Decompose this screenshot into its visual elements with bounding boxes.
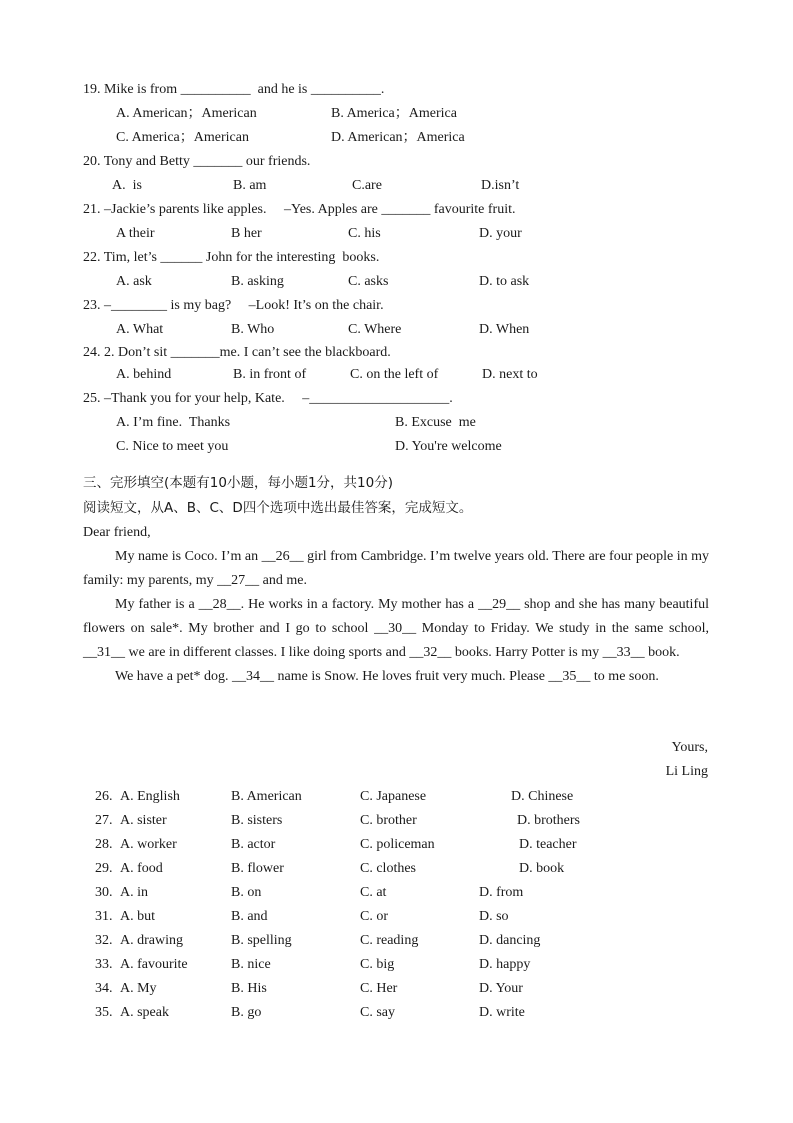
option-a: A. behind xyxy=(116,367,172,382)
option-c: C. Nice to meet you xyxy=(116,439,229,454)
option-c: C. at xyxy=(360,885,387,900)
question-number: 30. xyxy=(95,885,113,900)
option-c: C. or xyxy=(360,909,388,924)
question-number: 34. xyxy=(95,981,113,996)
option-b: B. His xyxy=(231,981,267,996)
option-c: C. say xyxy=(360,1005,395,1020)
option-d: D. to ask xyxy=(479,274,530,289)
option-d: D. brothers xyxy=(517,813,580,828)
option-d: D. dancing xyxy=(479,933,541,948)
question-stem: 22. Tim, let’s ______ John for the interesting books. xyxy=(83,250,380,265)
option-a: A. speak xyxy=(120,1005,169,1020)
option-d: D. American；America xyxy=(331,130,465,145)
option-d: D. When xyxy=(479,322,530,337)
option-a: A. worker xyxy=(120,837,177,852)
option-d: D. next to xyxy=(482,367,538,382)
option-a: A their xyxy=(116,226,155,241)
option-b: B. actor xyxy=(231,837,276,852)
option-b: B. nice xyxy=(231,957,271,972)
option-a: A. English xyxy=(120,789,180,804)
option-d: D. Chinese xyxy=(511,789,574,804)
option-d: D. book xyxy=(519,861,565,876)
question-number: 28. xyxy=(95,837,113,852)
question-number: 31. xyxy=(95,909,113,924)
option-c: C. clothes xyxy=(360,861,416,876)
option-a: A. sister xyxy=(120,813,167,828)
option-d: D. write xyxy=(479,1005,525,1020)
question-stem: 23. –________ is my bag? –Look! It’s on the chair. xyxy=(83,298,384,313)
question-number: 26. xyxy=(95,789,113,804)
question-stem: 19. Mike is from __________ and he is __________. xyxy=(83,82,385,97)
option-d: D. from xyxy=(479,885,524,900)
option-c: C. big xyxy=(360,957,395,972)
letter-paragraph: My father is a __28__. He works in a factory. My mother has a __29__ shop and she has many beautiful flowers on sale*. My brother and I go to school __30__ Monday to Friday. We study in the same school, __31__ we are in different classes. I like doing sports and __32__ books. Harry Potter is my __33__ book. xyxy=(83,597,709,660)
option-a: A. What xyxy=(116,322,164,337)
option-c: C. brother xyxy=(360,813,417,828)
option-d: D. teacher xyxy=(519,837,577,852)
option-a: A. My xyxy=(120,981,157,996)
option-c: C. Where xyxy=(348,322,402,337)
option-b: B. Who xyxy=(231,322,275,337)
option-c: C. Her xyxy=(360,981,398,996)
option-b: B. American xyxy=(231,789,302,804)
option-a: A. favourite xyxy=(120,957,188,972)
letter-paragraph: My name is Coco. I’m an __26__ girl from Cambridge. I’m twelve years old. There are four people in my family: my parents, my __27__ and me. xyxy=(83,549,709,588)
option-a: A. but xyxy=(120,909,155,924)
option-b: B. spelling xyxy=(231,933,292,948)
letter-body xyxy=(83,545,709,689)
option-b: B. asking xyxy=(231,274,284,289)
question-number: 29. xyxy=(95,861,113,876)
question-number: 35. xyxy=(95,1005,113,1020)
letter-closing: Yours, xyxy=(671,740,708,755)
option-d: D. Your xyxy=(479,981,523,996)
option-b: B. Excuse me xyxy=(395,415,476,430)
option-a: A. I’m fine. Thanks xyxy=(116,415,231,430)
section-instruction: 阅读短文，从A、B、C、D四个选项中选出最佳答案，完成短文。 xyxy=(83,500,473,516)
question-number: 32. xyxy=(95,933,113,948)
question-stem: 20. Tony and Betty _______ our friends. xyxy=(83,154,311,169)
option-b: B. and xyxy=(231,909,268,924)
question-stem: 21. –Jackie’s parents like apples. –Yes. Apples are _______ favourite fruit. xyxy=(83,202,516,217)
question-number: 33. xyxy=(95,957,113,972)
option-a: A. food xyxy=(120,861,163,876)
option-b: B. flower xyxy=(231,861,284,876)
option-c: C. Japanese xyxy=(360,789,427,804)
option-a: A. American；American xyxy=(116,106,257,121)
option-b: B. in front of xyxy=(233,367,307,382)
option-b: B. on xyxy=(231,885,262,900)
option-d: D. You're welcome xyxy=(395,439,502,454)
letter-signature: Li Ling xyxy=(665,764,708,779)
question-number: 27. xyxy=(95,813,113,828)
option-d: D. your xyxy=(479,226,522,241)
option-b: B. America；America xyxy=(331,106,457,121)
letter-greeting: Dear friend, xyxy=(83,525,151,540)
option-b: B. am xyxy=(233,178,267,193)
option-c: C.are xyxy=(352,178,382,193)
option-d: D. happy xyxy=(479,957,531,972)
option-c: C. reading xyxy=(360,933,419,948)
option-c: C. America；American xyxy=(116,130,249,145)
option-b: B her xyxy=(231,226,262,241)
option-a: A. is xyxy=(112,178,142,193)
option-d: D.isn’t xyxy=(481,178,520,193)
option-c: C. on the left of xyxy=(350,367,439,382)
question-stem: 25. –Thank you for your help, Kate. –____________________. xyxy=(83,391,453,406)
section-heading: 三、完形填空(本题有10小题，每小题1分，共10分) xyxy=(83,475,393,491)
option-a: A. drawing xyxy=(120,933,183,948)
option-c: C. asks xyxy=(348,274,389,289)
option-c: C. his xyxy=(348,226,381,241)
letter-paragraph: We have a pet* dog. __34__ name is Snow. He loves fruit very much. Please __35__ to me soon. xyxy=(115,669,659,684)
option-c: C. policeman xyxy=(360,837,435,852)
option-a: A. in xyxy=(120,885,148,900)
option-b: B. sisters xyxy=(231,813,283,828)
question-stem: 24. 2. Don’t sit _______me. I can’t see the blackboard. xyxy=(83,345,391,360)
option-b: B. go xyxy=(231,1005,262,1020)
option-a: A. ask xyxy=(116,274,152,289)
option-d: D. so xyxy=(479,909,509,924)
